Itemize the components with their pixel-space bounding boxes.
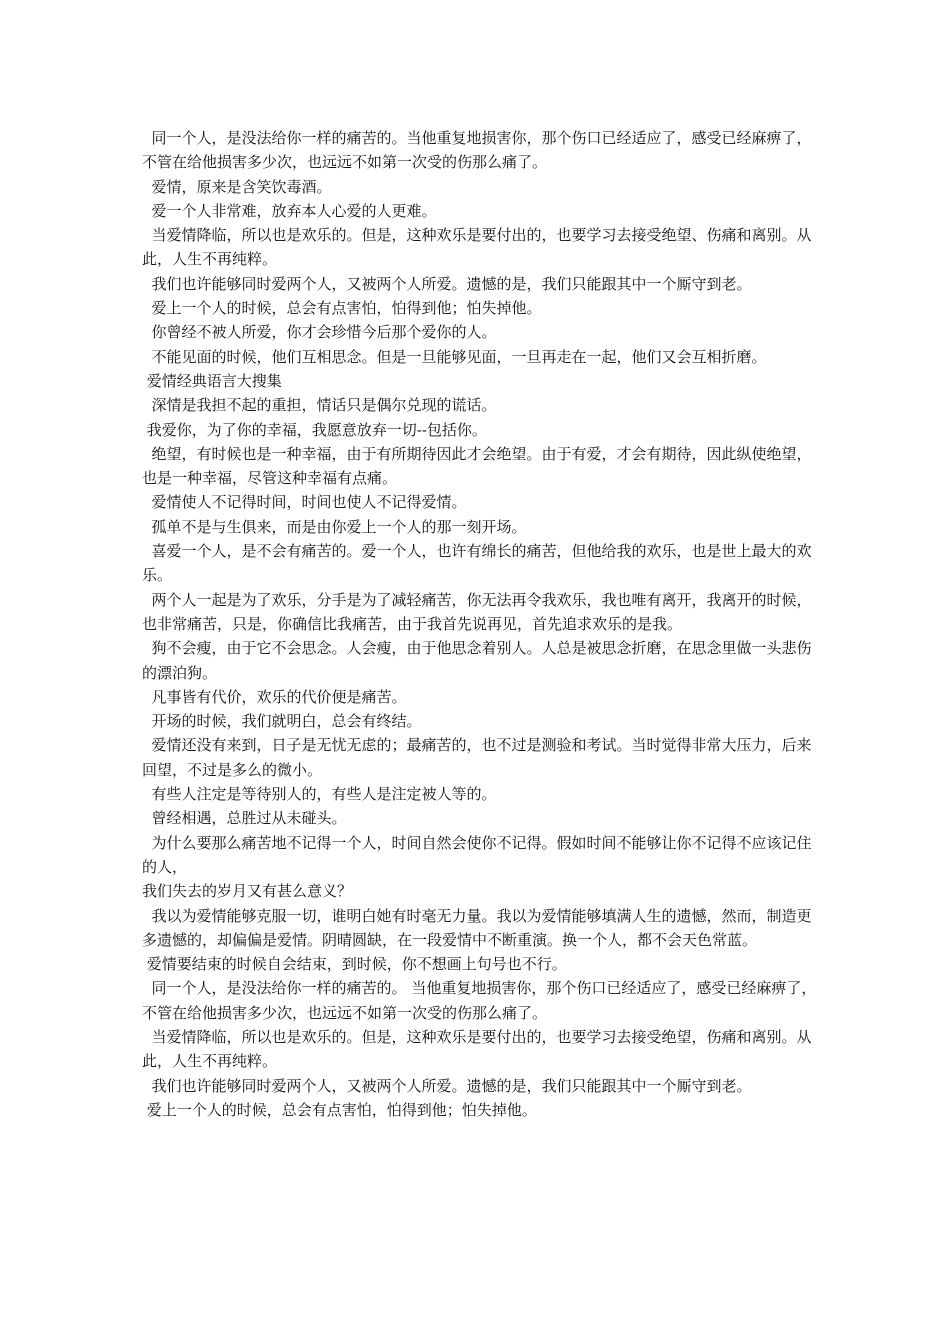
paragraph-30: 爱上一个人的时候，总会有点害怕，怕得到他；怕失掉他。: [142, 1100, 537, 1119]
document-body: [142, 126, 818, 1122]
paragraph-5: 我们也许能够同时爱两个人，又被两个人所爱。遗憾的是，我们只能跟其中一个厮守到老。: [142, 274, 752, 293]
paragraph-27: 同一个人，是没法给你一样的痛苦的。 当他重复地损害你，那个伤口已经适应了，感受已经麻痹了，不管在给他损害多少次，也远远不如第一次受的伤那么痛了。: [142, 979, 817, 1022]
paragraph-18: 凡事皆有代价，欢乐的代价便是痛苦。: [142, 687, 407, 706]
paragraph-15: 喜爱一个人，是不会有痛苦的。爱一个人，也许有绵长的痛苦，但他给我的欢乐，也是世上最大的欢乐。: [142, 542, 812, 585]
paragraph-11: 我爱你，为了你的幸福，我愿意放弃一切--包括你。: [142, 420, 487, 439]
paragraph-8: 不能见面的时候，他们互相思念。但是一旦能够见面，一旦再走在一起，他们又会互相折磨。: [142, 347, 767, 366]
section-heading: 爱情经典语言大搜集: [142, 371, 282, 390]
paragraph-28: 当爱情降临，所以也是欢乐的。但是，这种欢乐是要付出的，也要学习去接受绝望，伤痛和离别。从此，人生不再纯粹。: [142, 1027, 812, 1071]
paragraph-2: 爱情，原来是含笑饮毒酒。: [142, 177, 332, 196]
paragraph-24: 我们失去的岁月又有甚么意义？: [142, 882, 353, 901]
paragraph-20: 爱情还没有来到，日子是无忧无虑的；最痛苦的，也不过是测验和考试。当时觉得非常大压力，后来回望，不过是多么的微小。: [142, 736, 812, 779]
paragraph-1: 同一个人，是没法给你一样的痛苦的。当他重复地损害你，那个伤口已经适应了，感受已经麻痹了，不管在给他损害多少次，也远远不如第一次受的伤那么痛了。: [142, 129, 812, 172]
paragraph-17: 狗不会瘦，由于它不会思念。人会瘦，由于他思念着别人。人总是被思念折磨，在思念里做一头悲伤的漂泊狗。: [142, 639, 812, 682]
paragraph-25: 我以为爱情能够克服一切，谁明白她有时毫无力量。我以为爱情能够填满人生的遗憾，然而，制造更多遗憾的，却偏偏是爱情。阴晴圆缺，在一段爱情中不断重演。换一个人，都不会天色常蓝。: [142, 906, 812, 949]
paragraph-6: 爱上一个人的时候，总会有点害怕，怕得到他；怕失掉他。: [142, 299, 542, 318]
paragraph-21: 有些人注定是等待别人的，有些人是注定被人等的。: [142, 785, 497, 804]
paragraph-13: 爱情使人不记得时间，时间也使人不记得爱情。: [142, 493, 467, 512]
paragraph-16: 两个人一起是为了欢乐，分手是为了减轻痛苦，你无法再令我欢乐，我也唯有离开，我离开的时候，也非常痛苦，只是，你确信比我痛苦，由于我首先说再见，首先追求欢乐的是我。: [142, 590, 812, 633]
paragraph-29: 我们也许能够同时爱两个人，又被两个人所爱。遗憾的是，我们只能跟其中一个厮守到老。: [142, 1076, 752, 1095]
paragraph-7: 你曾经不被人所爱，你才会珍惜今后那个爱你的人。: [142, 323, 497, 342]
paragraph-23: 为什么要那么痛苦地不记得一个人，时间自然会使你不记得。假如时间不能够让你不记得不应该记住的人，: [142, 833, 812, 876]
paragraph-3: 爱一个人非常难，放弃本人心爱的人更难。: [142, 201, 437, 220]
paragraph-22: 曾经相遇，总胜过从未碰头。: [142, 809, 347, 828]
paragraph-26: 爱情要结束的时候自会结束，到时候，你不想画上句号也不行。: [142, 955, 567, 974]
paragraph-10: 深情是我担不起的重担，情话只是偶尔兑现的谎话。: [142, 396, 497, 415]
paragraph-4: 当爱情降临，所以也是欢乐的。但是，这种欢乐是要付出的，也要学习去接受绝望、伤痛和离别。从此，人生不再纯粹。: [142, 226, 812, 269]
paragraph-14: 孤单不是与生俱来，而是由你爱上一个人的那一刻开场。: [142, 517, 527, 536]
paragraph-12: 绝望，有时候也是一种幸福，由于有所期待因此才会绝望。由于有爱，才会有期待，因此纵使绝望，也是一种幸福，尽管这种幸福有点痛。: [142, 444, 812, 488]
paragraph-19: 开场的时候，我们就明白，总会有终结。: [142, 712, 422, 731]
